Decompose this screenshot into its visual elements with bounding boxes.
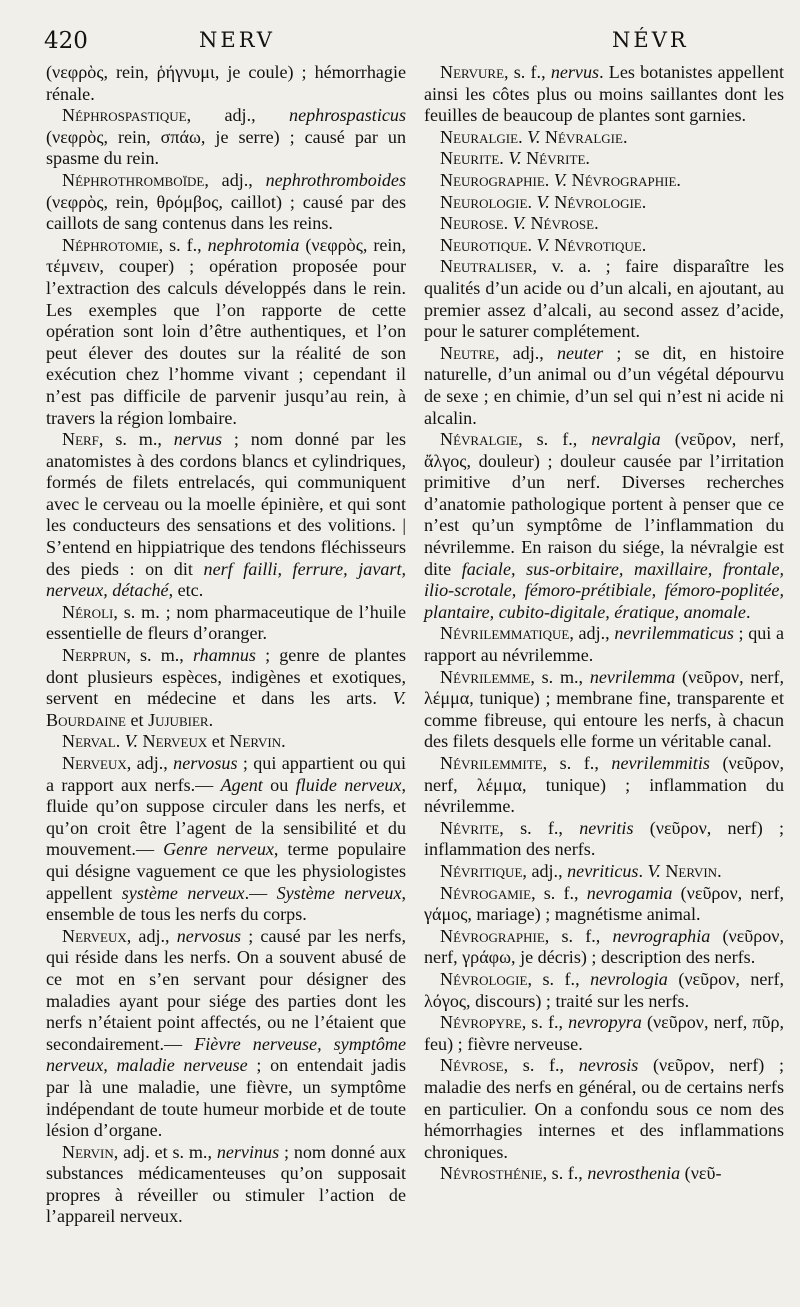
entry-text: . bbox=[622, 126, 628, 147]
entry-text: , adj., bbox=[126, 925, 177, 946]
entry-headword: Névrotique bbox=[554, 234, 642, 255]
dictionary-entry bbox=[424, 343, 784, 429]
entry-text: . bbox=[676, 169, 681, 190]
entry-text: , adj., bbox=[494, 342, 557, 363]
dictionary-entry bbox=[424, 1055, 784, 1163]
entry-text: ; qui a rapport au névrilemme. bbox=[424, 623, 785, 666]
dictionary-entry bbox=[424, 127, 784, 149]
entry-italic-text: nevropyra bbox=[568, 1012, 642, 1033]
entry-headword: Névrilemmite bbox=[440, 753, 543, 773]
entry-italic-text: fluide nerveux bbox=[295, 774, 402, 795]
entry-text: . bbox=[717, 860, 722, 881]
entry-text: , v. a. ; faire disparaître les qualités d’un acide ou d’un alcali, en ajoutant, au premier assez d’alcali, au second assez d’acide, pour le saturer complétement. bbox=[424, 256, 784, 342]
dictionary-entry bbox=[46, 731, 406, 753]
entry-text: , terme populaire qui désigne vaguement ce que les physiologistes appellent bbox=[46, 839, 406, 903]
entry-text: ; qui appartient ou qui a rapport aux nerfs.— bbox=[46, 753, 406, 795]
entry-text: , etc. bbox=[168, 580, 204, 601]
entry-headword: Néphrothromboïde bbox=[62, 169, 205, 190]
entry-headword: Névrographie bbox=[571, 169, 677, 190]
entry-italic-text: V. bbox=[527, 126, 541, 147]
entry-text: , s. f., bbox=[544, 925, 613, 946]
dictionary-entry bbox=[46, 170, 406, 235]
entry-text: . bbox=[641, 234, 647, 255]
entry-text: ou bbox=[262, 774, 296, 795]
running-head-left: NERV bbox=[199, 28, 275, 52]
entry-text: . bbox=[745, 601, 751, 622]
entry-text: . bbox=[281, 731, 286, 752]
dictionary-entry bbox=[46, 429, 406, 602]
entry-text: (νεῦρον, nerf, ἄλγος, douleur) ; douleur causée par l’irritation primitive d’un nerf. Diverses recherches d’anatomie pathologique portent à penser que ce n’est qu’un symptôme de l’inflammation du névrilemme. En raison du siége, la névralgie est dite bbox=[424, 429, 784, 579]
dictionary-entry bbox=[424, 753, 784, 818]
entry-headword: Nervin bbox=[229, 731, 282, 752]
entry-italic-text: Système nerveux bbox=[276, 882, 402, 903]
entry-italic-text: nervus bbox=[173, 429, 223, 450]
dictionary-entry bbox=[424, 883, 784, 926]
entry-headword: Névrologie bbox=[440, 968, 528, 989]
dictionary-entry bbox=[46, 235, 406, 429]
entry-italic-text: nevrosthenia bbox=[587, 1163, 681, 1184]
entry-headword: Névritique bbox=[440, 860, 523, 881]
entry-text: , s. m., bbox=[530, 666, 590, 687]
entry-italic-text: V. bbox=[553, 169, 568, 190]
entry-text: ; genre de plantes dont plusieurs espèces, indigènes et exotiques, servent en médecine et dans les arts. bbox=[46, 645, 407, 709]
entry-headword: Nerveux bbox=[142, 731, 208, 752]
entry-text: , adj., bbox=[522, 860, 568, 881]
entry-italic-text: nevrilemmitis bbox=[611, 753, 710, 773]
entry-text: et bbox=[125, 709, 149, 730]
entry-text: , s. f., bbox=[503, 1055, 579, 1076]
dictionary-entry bbox=[424, 192, 784, 214]
dictionary-entry bbox=[424, 1012, 784, 1055]
page-number: 420 bbox=[44, 28, 88, 54]
entry-italic-text: nephrospasticus bbox=[289, 105, 406, 126]
dictionary-entry bbox=[424, 148, 784, 170]
entry-headword: Neurologie bbox=[440, 191, 528, 212]
entry-text: , adj. et s. m., bbox=[113, 1141, 217, 1162]
entry-headword: Néphrospastique bbox=[62, 105, 187, 126]
dictionary-entry bbox=[46, 105, 406, 170]
entry-headword: Néphrotomie bbox=[62, 234, 159, 255]
entry-text: ; on entendait jadis par là une maladie, une fièvre, un symptôme indépendant de toute humeur morbide et de toute lésion d’organe. bbox=[46, 1055, 407, 1141]
entry-italic-text: nevritis bbox=[579, 817, 634, 838]
entry-headword: Névrologie bbox=[554, 191, 642, 212]
entry-text: . bbox=[499, 148, 509, 169]
entry-italic-text: nevrosis bbox=[578, 1055, 639, 1076]
entry-italic-text: nevralgia bbox=[591, 429, 661, 450]
entry-text: (νεῦρον, nerf, λέμμα, tunique) ; membrane fine, transparente et comme fibreuse, qui entoure les nerfs, à chacun des filets desquels elle forme un véritable canal. bbox=[424, 666, 785, 752]
entry-headword: Neutraliser bbox=[440, 256, 533, 277]
entry-text: , fluide qu’on suppose circuler dans les nerfs, et qu’on croit être l’agent de la sensibilité et du mouvement.— bbox=[46, 774, 406, 860]
entry-headword: Nerveux bbox=[62, 753, 127, 773]
entry-headword: Nerveux bbox=[62, 925, 127, 946]
entry-text: (νεῦ- bbox=[680, 1163, 722, 1184]
entry-text: ; nom donné aux substances médicamenteuses qu’on supposait propres à réveiller ou stimuler l’action de l’appareil nerveux. bbox=[46, 1141, 406, 1227]
running-head-right: NÉVR bbox=[612, 28, 689, 52]
entry-text: . bbox=[527, 234, 537, 255]
entry-text: (νεῦρον, nerf, λόγος, discours) ; traité sur les nerfs. bbox=[424, 968, 785, 1011]
entry-headword: Névralgie bbox=[544, 126, 623, 147]
entry-italic-text: Fièvre nerveuse, symptôme nerveux, maladie nerveuse bbox=[46, 1033, 406, 1076]
entry-text: , s. f., bbox=[158, 234, 208, 255]
entry-headword: Névrilemmatique bbox=[440, 623, 570, 644]
entry-text: (νεῦρον, nerf, γράφω, je décris) ; description des nerfs. bbox=[424, 925, 784, 968]
entry-text: , s. f., bbox=[499, 817, 580, 838]
entry-text: , s. f., bbox=[504, 62, 551, 82]
entry-italic-text: V. bbox=[124, 731, 138, 752]
entry-headword: Névrose bbox=[440, 1055, 504, 1076]
entry-italic-text: V. bbox=[536, 234, 550, 255]
entry-text: . bbox=[641, 191, 647, 212]
entry-text: et bbox=[207, 731, 230, 752]
entry-text: ; se dit, en histoire naturelle, d’un animal ou d’un végétal dépourvu de sexe ; en chimie, d’un sel qui n’est ni acide ni alcalin. bbox=[424, 342, 784, 428]
entry-italic-text: nevrographia bbox=[612, 925, 711, 946]
entry-text: .— bbox=[244, 882, 277, 903]
entry-italic-text: nephrotomia bbox=[207, 234, 300, 255]
dictionary-entry bbox=[424, 1163, 784, 1185]
left-column bbox=[46, 62, 406, 1228]
entry-headword: Névrite bbox=[526, 148, 586, 169]
entry-headword: Néroli bbox=[62, 601, 114, 622]
dictionary-entry bbox=[46, 926, 406, 1142]
entry-italic-text: nevrilemmaticus bbox=[614, 623, 734, 644]
entry-italic-text: V. bbox=[392, 688, 406, 709]
entry-text: . bbox=[638, 860, 648, 881]
entry-headword: Bourdaine bbox=[46, 709, 126, 730]
entry-text: (νεφρὸς, rein, ῥήγνυμι, je coule) ; hémorrhagie rénale. bbox=[46, 62, 406, 104]
entry-text: (νεφρὸς, rein, σπάω, je serre) ; causé par un spasme du rein. bbox=[46, 126, 406, 169]
dictionary-entry bbox=[46, 645, 406, 731]
dictionary-entry bbox=[424, 969, 784, 1012]
entry-headword: Neurotique bbox=[440, 234, 528, 255]
entry-text: . bbox=[115, 731, 125, 752]
dictionary-entry bbox=[424, 235, 784, 257]
entry-text: (νεῦρον, nerf, λέμμα, tunique) ; inflammation du névrilemme. bbox=[424, 753, 784, 817]
entry-text: ; nom donné par les anatomistes à des cordons blancs et cylindriques, formés de filets entrelacés, qui communiquent avec le cerveau ou la moelle épinière, et qui sont les conducteurs des sensations et des volitions. | S’entend en hippiatrique des tendons fléchisseurs des pieds : on dit bbox=[46, 429, 407, 579]
entry-text: , s. m. ; nom pharmaceutique de l’huile essentielle de fleurs d’oranger. bbox=[46, 601, 406, 644]
entry-headword: Névralgie bbox=[440, 429, 519, 450]
entry-text: , s. m., bbox=[98, 429, 174, 450]
entry-headword: Névrilemme bbox=[440, 666, 531, 687]
dictionary-entry bbox=[46, 62, 406, 105]
dictionary-entry bbox=[424, 256, 784, 342]
dictionary-entry bbox=[424, 667, 784, 753]
entry-headword: Neurose bbox=[440, 213, 504, 234]
entry-text: , s. f., bbox=[531, 882, 587, 903]
entry-text: , ensemble de tous les nerfs du corps. bbox=[46, 882, 407, 925]
entry-italic-text: nephrothromboides bbox=[265, 169, 406, 190]
entry-headword: Névropyre bbox=[440, 1012, 522, 1033]
entry-text: (νεφρὸς, rein, θρόμβος, caillot) ; causé par des caillots de sang contenus dans les reins. bbox=[46, 191, 406, 234]
entry-headword: Névrographie bbox=[440, 925, 545, 946]
page-header bbox=[44, 28, 780, 58]
entry-text: ; causé par les nerfs, qui réside dans les nerfs. On a souvent abusé de ce mot en s’en servant pour désigner des maladies ayant pour siége des parties dont les nerfs n’étaient point affectés, ou ne l’étaient que secondairement.— bbox=[46, 925, 406, 1054]
entry-headword: Jujubier bbox=[148, 709, 209, 730]
entry-headword: Névrose bbox=[530, 213, 595, 234]
entry-italic-text: nevrologia bbox=[590, 968, 668, 989]
entry-italic-text: neuter bbox=[556, 342, 604, 363]
dictionary-entry bbox=[424, 62, 784, 127]
entry-italic-text: nevrogamia bbox=[586, 882, 673, 903]
entry-headword: Nerval bbox=[62, 731, 116, 752]
entry-text: . bbox=[544, 169, 554, 190]
entry-headword: Nervure bbox=[440, 62, 505, 82]
entry-italic-text: nerf failli, ferrure, javart, nerveux, détaché bbox=[46, 558, 407, 601]
entry-text: , s. f., bbox=[527, 968, 591, 989]
entry-headword: Nervin bbox=[665, 860, 718, 881]
entry-headword: Névrogamie bbox=[440, 882, 532, 903]
entry-italic-text: V. bbox=[536, 191, 550, 212]
dictionary-entry bbox=[424, 623, 784, 666]
entry-text: . bbox=[518, 126, 528, 147]
entry-italic-text: V. bbox=[512, 213, 526, 234]
dictionary-entry bbox=[46, 753, 406, 926]
entry-headword: Névrosthénie bbox=[440, 1163, 543, 1184]
entry-text: , s. f., bbox=[518, 429, 592, 450]
entry-text: , s. f., bbox=[542, 753, 612, 773]
entry-text: . bbox=[594, 213, 599, 234]
entry-text: . bbox=[585, 148, 590, 169]
entry-text: (νεῦρον, nerf, πῦρ, feu) ; fièvre nerveuse. bbox=[424, 1012, 784, 1054]
dictionary-entry bbox=[424, 926, 784, 969]
entry-italic-text: nervinus bbox=[216, 1141, 280, 1162]
entry-italic-text: nevrilemma bbox=[589, 666, 676, 687]
entry-italic-text: Agent bbox=[220, 774, 263, 795]
dictionary-entry bbox=[424, 818, 784, 861]
entry-text: . bbox=[208, 709, 214, 730]
entry-text: (νεφρὸς, rein, τέμνειν, couper) ; opération proposée pour l’extraction des calculs développés dans le rein. Les exemples que l’on rapporte de cette opération sont loin d’être authentiques, et l’on peut élever des doutes sur la réalité de son exécution chez l’homme vivant ; cependant il n’est pas difficile de parvenir jusqu’au rein, à travers la région lombaire. bbox=[46, 234, 406, 428]
entry-headword: Neutre bbox=[440, 342, 495, 363]
entry-text: , adj., bbox=[186, 105, 290, 126]
entry-italic-text: nevriticus bbox=[567, 860, 639, 881]
entry-text: , s. f., bbox=[542, 1163, 588, 1184]
dictionary-entry bbox=[424, 861, 784, 883]
right-column bbox=[424, 62, 784, 1185]
dictionary-entry bbox=[424, 170, 784, 192]
dictionary-entry bbox=[424, 213, 784, 235]
entry-headword: Neurographie bbox=[440, 169, 545, 190]
entry-italic-text: nervus bbox=[550, 62, 600, 82]
entry-text: (νεῦρον, nerf) ; maladie des nerfs en général, ou de certains nerfs en particulier. On a confondu sous ce nom des hémorrhagies internes et des inflammations chroniques. bbox=[424, 1055, 784, 1162]
entry-italic-text: nervosus bbox=[176, 925, 242, 946]
entry-headword: Nerprun bbox=[62, 645, 127, 666]
entry-text: , s. m., bbox=[126, 645, 193, 666]
entry-italic-text: nervosus bbox=[173, 753, 238, 773]
dictionary-entry bbox=[46, 1142, 406, 1228]
entry-text: (νεῦρον, nerf) ; inflammation des nerfs. bbox=[424, 817, 784, 860]
entry-italic-text: rhamnus bbox=[192, 645, 256, 666]
entry-headword: Neurite bbox=[440, 148, 500, 169]
entry-italic-text: faciale, sus-orbitaire, maxillaire, frontale, ilio-scrotale, fémoro-prétibiale, fémoro-poplitée, plantaire, cubito-digitale, ératique, anomale bbox=[424, 558, 784, 622]
dictionary-entry bbox=[46, 602, 406, 645]
entry-text: . Les botanistes appellent ainsi les côtes plus ou moins saillantes dont les feuilles de beaucoup de plantes sont garnies. bbox=[424, 62, 785, 126]
dictionary-entry bbox=[424, 429, 784, 623]
entry-text: (νεῦρον, nerf, γάμος, mariage) ; magnétisme animal. bbox=[424, 882, 785, 925]
entry-headword: Névrite bbox=[440, 817, 500, 838]
entry-text: . bbox=[527, 191, 537, 212]
entry-text: , adj., bbox=[569, 623, 615, 644]
entry-italic-text: V. bbox=[508, 148, 522, 169]
entry-text: , adj., bbox=[126, 753, 174, 773]
entry-italic-text: Genre nerveux bbox=[163, 839, 274, 860]
entry-text: , s. f., bbox=[521, 1012, 569, 1033]
entry-text: . bbox=[503, 213, 513, 234]
entry-headword: Nervin bbox=[62, 1141, 114, 1162]
entry-headword: Neuralgie bbox=[440, 126, 519, 147]
entry-headword: Nerf bbox=[62, 429, 99, 450]
entry-italic-text: système nerveux bbox=[121, 882, 245, 903]
entry-italic-text: V. bbox=[647, 860, 661, 881]
entry-text: , adj., bbox=[204, 169, 266, 190]
